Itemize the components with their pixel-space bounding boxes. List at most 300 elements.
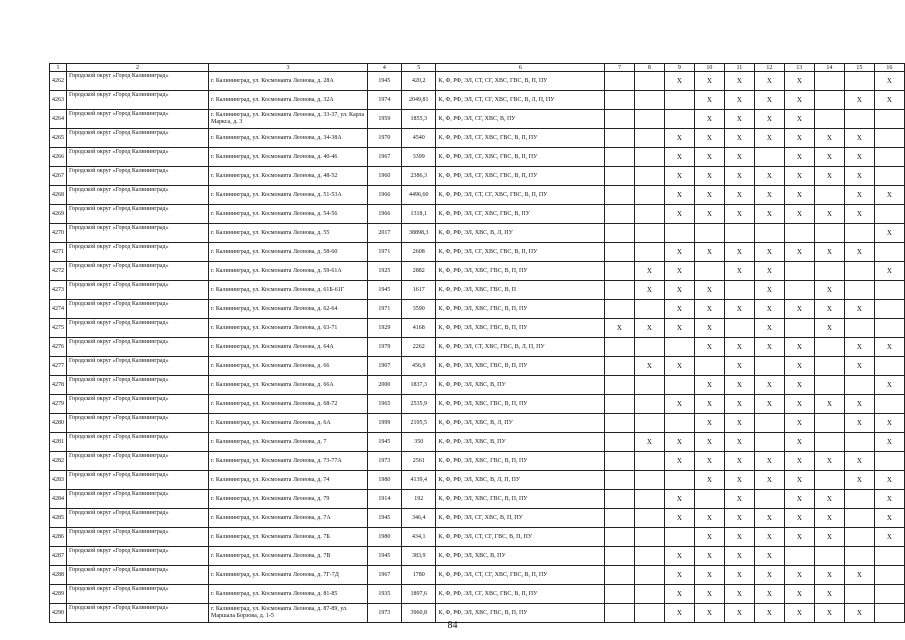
table-row: [50, 414, 905, 433]
mark-cell-col-11: X: [724, 547, 754, 566]
mark-cell-col-14: [814, 338, 844, 357]
municipality-cell: Городской округ «Город Калининград»: [67, 433, 209, 452]
area-cell: 1318,1: [401, 205, 435, 224]
mark-cell-col-13: X: [784, 72, 814, 91]
work-types-cell: К, Ф, РФ, ЭЛ, СГ, ХВС, ГВС, В, П, ПУ: [436, 129, 605, 148]
mark-cell-col-14: X: [814, 452, 844, 471]
mark-cell-col-15: X: [844, 91, 874, 110]
mark-cell-col-12: [754, 148, 784, 167]
area-cell: 2195,5: [401, 414, 435, 433]
mark-cell-col-8: [634, 471, 664, 490]
area-cell: 2608: [401, 243, 435, 262]
mark-cell-col-13: X: [784, 509, 814, 528]
address-cell: г. Калининград, ул. Космонавта Леонова, д. 59-61А: [209, 262, 368, 281]
mark-cell-col-13: X: [784, 300, 814, 319]
year-cell: 1960: [367, 167, 401, 186]
mark-cell-col-10: X: [694, 452, 724, 471]
address-cell: г. Калининград, ул. Космонавта Леонова, д. 7Г-7Д: [209, 566, 368, 585]
year-cell: 1914: [367, 490, 401, 509]
table-row: [50, 129, 905, 148]
table-row: [50, 566, 905, 585]
mark-cell-col-9: [664, 110, 694, 129]
work-types-cell: К, Ф, РФ, ЭЛ, ХВС, В, Л, ПУ: [436, 414, 605, 433]
address-cell: г. Калининград, ул. Космонавта Леонова, д. 55: [209, 224, 368, 243]
mark-cell-col-14: X: [814, 148, 844, 167]
row-number: 4272: [50, 262, 67, 281]
row-number: 4264: [50, 110, 67, 129]
mark-cell-col-7: [604, 376, 634, 395]
mark-cell-col-13: X: [784, 205, 814, 224]
mark-cell-col-14: X: [814, 243, 844, 262]
municipality-cell: Городской округ «Город Калининград»: [67, 186, 209, 205]
mark-cell-col-11: X: [724, 129, 754, 148]
column-header-4: 4: [367, 64, 401, 72]
mark-cell-col-14: X: [814, 319, 844, 338]
mark-cell-col-16: X: [874, 224, 904, 243]
year-cell: 1966: [367, 205, 401, 224]
mark-cell-col-8: [634, 72, 664, 91]
row-number: 4277: [50, 357, 67, 376]
table-row: [50, 262, 905, 281]
mark-cell-col-7: [604, 129, 634, 148]
area-cell: 3960,8: [401, 604, 435, 623]
mark-cell-col-15: X: [844, 186, 874, 205]
mark-cell-col-11: X: [724, 186, 754, 205]
mark-cell-col-12: X: [754, 110, 784, 129]
address-cell: г. Калининград, ул. Космонавта Леонова, д. 63-71: [209, 319, 368, 338]
table-row: [50, 585, 905, 604]
mark-cell-col-15: X: [844, 452, 874, 471]
mark-cell-col-10: X: [694, 395, 724, 414]
year-cell: 1945: [367, 72, 401, 91]
mark-cell-col-16: [874, 281, 904, 300]
table-row: [50, 452, 905, 471]
work-types-cell: К, Ф, РФ, ЭЛ, СТ, СГ, ГВС, В, П, ПУ: [436, 528, 605, 547]
mark-cell-col-8: X: [634, 357, 664, 376]
mark-cell-col-16: [874, 319, 904, 338]
mark-cell-col-9: X: [664, 452, 694, 471]
column-header-15: 15: [844, 64, 874, 72]
municipality-cell: Городской округ «Город Калининград»: [67, 300, 209, 319]
mark-cell-col-7: [604, 509, 634, 528]
mark-cell-col-16: X: [874, 414, 904, 433]
municipality-cell: Городской округ «Город Калининград»: [67, 395, 209, 414]
area-cell: 3399: [401, 148, 435, 167]
mark-cell-col-11: X: [724, 414, 754, 433]
mark-cell-col-16: [874, 243, 904, 262]
mark-cell-col-11: X: [724, 395, 754, 414]
mark-cell-col-13: X: [784, 528, 814, 547]
mark-cell-col-15: X: [844, 414, 874, 433]
mark-cell-col-7: [604, 490, 634, 509]
address-cell: г. Калининград, ул. Космонавта Леонова, д. 62-64: [209, 300, 368, 319]
table-row: [50, 72, 905, 91]
address-cell: г. Калининград, ул. Космонавта Леонова, д. 33-37, ул. Карла Маркса, д. 3: [209, 110, 368, 129]
mark-cell-col-13: X: [784, 452, 814, 471]
row-number: 4265: [50, 129, 67, 148]
mark-cell-col-9: X: [664, 433, 694, 452]
mark-cell-col-11: X: [724, 604, 754, 623]
row-number: 4270: [50, 224, 67, 243]
mark-cell-col-11: [724, 281, 754, 300]
mark-cell-col-16: X: [874, 433, 904, 452]
mark-cell-col-12: X: [754, 243, 784, 262]
address-cell: г. Калининград, ул. Космонавта Леонова, д. 68-72: [209, 395, 368, 414]
year-cell: 1970: [367, 129, 401, 148]
mark-cell-col-13: X: [784, 471, 814, 490]
mark-cell-col-7: [604, 262, 634, 281]
mark-cell-col-15: X: [844, 395, 874, 414]
mark-cell-col-9: X: [664, 604, 694, 623]
address-cell: г. Калининград, ул. Космонавта Леонова, д. 7Б: [209, 528, 368, 547]
mark-cell-col-7: [604, 281, 634, 300]
area-cell: 1780: [401, 566, 435, 585]
area-cell: 1855,3: [401, 110, 435, 129]
work-types-cell: К, Ф, РФ, ЭЛ, СГ, ХВС, ГВС, В, П, ПУ: [436, 585, 605, 604]
mark-cell-col-13: X: [784, 91, 814, 110]
mark-cell-col-7: [604, 452, 634, 471]
column-header-7: 7: [604, 64, 634, 72]
mark-cell-col-16: X: [874, 471, 904, 490]
area-cell: 3590: [401, 300, 435, 319]
mark-cell-col-15: X: [844, 243, 874, 262]
year-cell: 1935: [367, 585, 401, 604]
work-types-cell: К, Ф, РФ, ЭЛ, ХВС, В, ПУ: [436, 547, 605, 566]
mark-cell-col-12: X: [754, 395, 784, 414]
municipality-cell: Городской округ «Город Калининград»: [67, 281, 209, 300]
address-cell: г. Калининград, ул. Космонавта Леонова, д. 48-52: [209, 167, 368, 186]
row-number: 4280: [50, 414, 67, 433]
mark-cell-col-10: X: [694, 72, 724, 91]
area-cell: 192: [401, 490, 435, 509]
mark-cell-col-11: [724, 224, 754, 243]
mark-cell-col-16: [874, 300, 904, 319]
mark-cell-col-11: X: [724, 490, 754, 509]
mark-cell-col-16: [874, 205, 904, 224]
work-types-cell: К, Ф, РФ, ЭЛ, ХВС, ГВС, В, П, ПУ: [436, 319, 605, 338]
mark-cell-col-10: X: [694, 148, 724, 167]
mark-cell-col-11: X: [724, 471, 754, 490]
mark-cell-col-7: [604, 243, 634, 262]
mark-cell-col-10: [694, 224, 724, 243]
address-cell: г. Калининград, ул. Космонавта Леонова, д. 51-53А: [209, 186, 368, 205]
mark-cell-col-12: X: [754, 300, 784, 319]
municipality-cell: Городской округ «Город Калининград»: [67, 414, 209, 433]
row-number: 4275: [50, 319, 67, 338]
mark-cell-col-8: [634, 338, 664, 357]
work-types-cell: К, Ф, РФ, ЭЛ, СГ, ХВС, В, ПУ: [436, 110, 605, 129]
mark-cell-col-7: [604, 148, 634, 167]
address-cell: г. Калининград, ул. Космонавта Леонова, д. 7А: [209, 509, 368, 528]
mark-cell-col-9: X: [664, 300, 694, 319]
column-header-3: 3: [209, 64, 368, 72]
mark-cell-col-7: [604, 338, 634, 357]
work-types-cell: К, Ф, РФ, ЭЛ, СГ, ХВС, В, П, ПУ: [436, 509, 605, 528]
year-cell: 1980: [367, 528, 401, 547]
mark-cell-col-15: [844, 528, 874, 547]
year-cell: 1959: [367, 110, 401, 129]
mark-cell-col-8: [634, 91, 664, 110]
area-cell: 38898,3: [401, 224, 435, 243]
row-number: 4286: [50, 528, 67, 547]
mark-cell-col-16: [874, 566, 904, 585]
mark-cell-col-16: X: [874, 186, 904, 205]
mark-cell-col-8: [634, 395, 664, 414]
municipality-cell: Городской округ «Город Калининград»: [67, 224, 209, 243]
table-row: [50, 471, 905, 490]
mark-cell-col-16: X: [874, 528, 904, 547]
area-cell: 4496,60: [401, 186, 435, 205]
mark-cell-col-15: [844, 509, 874, 528]
address-cell: г. Калининград, ул. Космонавта Леонова, д. 74: [209, 471, 368, 490]
mark-cell-col-13: X: [784, 585, 814, 604]
mark-cell-col-14: [814, 547, 844, 566]
mark-cell-col-15: X: [844, 129, 874, 148]
municipality-cell: Городской округ «Город Калининград»: [67, 319, 209, 338]
mark-cell-col-14: X: [814, 395, 844, 414]
mark-cell-col-12: X: [754, 376, 784, 395]
table-row: [50, 110, 905, 129]
column-header-1: 1: [50, 64, 67, 72]
mark-cell-col-10: X: [694, 414, 724, 433]
mark-cell-col-15: X: [844, 357, 874, 376]
column-header-10: 10: [694, 64, 724, 72]
mark-cell-col-16: [874, 129, 904, 148]
row-number: 4289: [50, 585, 67, 604]
mark-cell-col-15: [844, 376, 874, 395]
year-cell: 2000: [367, 376, 401, 395]
mark-cell-col-14: X: [814, 205, 844, 224]
mark-cell-col-7: [604, 357, 634, 376]
address-cell: г. Калининград, ул. Космонавта Леонова, д. 87-89, ул. Маршала Борзова, д. 1-5: [209, 604, 368, 623]
mark-cell-col-14: X: [814, 167, 844, 186]
year-cell: 1967: [367, 148, 401, 167]
mark-cell-col-9: [664, 338, 694, 357]
mark-cell-col-10: [694, 262, 724, 281]
mark-cell-col-12: X: [754, 585, 784, 604]
table-row: [50, 224, 905, 243]
mark-cell-col-8: X: [634, 319, 664, 338]
year-cell: 1973: [367, 452, 401, 471]
row-number: 4288: [50, 566, 67, 585]
mark-cell-col-10: X: [694, 205, 724, 224]
municipality-cell: Городской округ «Город Калининград»: [67, 72, 209, 91]
mark-cell-col-13: X: [784, 110, 814, 129]
column-header-8: 8: [634, 64, 664, 72]
mark-cell-col-9: X: [664, 129, 694, 148]
area-cell: 2535,9: [401, 395, 435, 414]
mark-cell-col-13: X: [784, 243, 814, 262]
mark-cell-col-13: [784, 281, 814, 300]
mark-cell-col-14: [814, 110, 844, 129]
housing-register-table: [49, 63, 905, 623]
row-number: 4271: [50, 243, 67, 262]
work-types-cell: К, Ф, РФ, ЭЛ, ХВС, ГВС, В, П, ПУ: [436, 452, 605, 471]
mark-cell-col-10: X: [694, 528, 724, 547]
mark-cell-col-12: [754, 224, 784, 243]
mark-cell-col-7: [604, 414, 634, 433]
table-row: [50, 547, 905, 566]
mark-cell-col-9: [664, 471, 694, 490]
mark-cell-col-9: X: [664, 566, 694, 585]
area-cell: 350: [401, 433, 435, 452]
year-cell: 1966: [367, 186, 401, 205]
column-number-header: [50, 64, 905, 72]
mark-cell-col-15: [844, 224, 874, 243]
mark-cell-col-7: [604, 300, 634, 319]
column-header-6: 6: [436, 64, 605, 72]
mark-cell-col-9: X: [664, 585, 694, 604]
mark-cell-col-8: [634, 509, 664, 528]
mark-cell-col-9: X: [664, 395, 694, 414]
table-row: [50, 528, 905, 547]
year-cell: 1973: [367, 604, 401, 623]
work-types-cell: К, Ф, РФ, ЭЛ, ХВС, ГВС, В, П, ПУ: [436, 262, 605, 281]
mark-cell-col-9: X: [664, 509, 694, 528]
mark-cell-col-14: [814, 376, 844, 395]
municipality-cell: Городской округ «Город Калининград»: [67, 509, 209, 528]
municipality-cell: Городской округ «Город Калининград»: [67, 547, 209, 566]
work-types-cell: К, Ф, РФ, ЭЛ, ХВС, В, ПУ: [436, 433, 605, 452]
mark-cell-col-12: X: [754, 471, 784, 490]
mark-cell-col-11: X: [724, 110, 754, 129]
address-cell: г. Калининград, ул. Космонавта Леонова, д. 61Б-61Г: [209, 281, 368, 300]
mark-cell-col-14: X: [814, 509, 844, 528]
work-types-cell: К, Ф, РФ, ЭЛ, ХВС, ГВС, В, П: [436, 281, 605, 300]
mark-cell-col-13: [784, 262, 814, 281]
municipality-cell: Городской округ «Город Калининград»: [67, 91, 209, 110]
row-number: 4284: [50, 490, 67, 509]
address-cell: г. Калининград, ул. Космонавта Леонова, д. 66А: [209, 376, 368, 395]
table-row: [50, 281, 905, 300]
mark-cell-col-12: X: [754, 604, 784, 623]
address-cell: г. Калининград, ул. Космонавта Леонова, д. 81-85: [209, 585, 368, 604]
mark-cell-col-10: X: [694, 585, 724, 604]
mark-cell-col-16: X: [874, 72, 904, 91]
mark-cell-col-14: [814, 471, 844, 490]
work-types-cell: К, Ф, РФ, ЭЛ, ХВС, ГВС, В, П, ПУ: [436, 490, 605, 509]
mark-cell-col-8: [634, 300, 664, 319]
mark-cell-col-10: X: [694, 566, 724, 585]
mark-cell-col-14: [814, 414, 844, 433]
municipality-cell: Городской округ «Город Калининград»: [67, 452, 209, 471]
row-number: 4273: [50, 281, 67, 300]
mark-cell-col-10: X: [694, 471, 724, 490]
mark-cell-col-12: X: [754, 509, 784, 528]
work-types-cell: К, Ф, РФ, ЭЛ, ХВС, ГВС, В, П, ПУ: [436, 604, 605, 623]
mark-cell-col-8: [634, 148, 664, 167]
work-types-cell: К, Ф, РФ, ЭЛ, СТ, ХВС, ГВС, В, Л, П, ПУ: [436, 338, 605, 357]
area-cell: 346,4: [401, 509, 435, 528]
mark-cell-col-11: X: [724, 528, 754, 547]
mark-cell-col-15: X: [844, 300, 874, 319]
mark-cell-col-11: X: [724, 452, 754, 471]
mark-cell-col-9: X: [664, 72, 694, 91]
mark-cell-col-11: X: [724, 205, 754, 224]
mark-cell-col-8: [634, 490, 664, 509]
mark-cell-col-11: X: [724, 91, 754, 110]
mark-cell-col-14: [814, 72, 844, 91]
address-cell: г. Калининград, ул. Космонавта Леонова, д. 66: [209, 357, 368, 376]
municipality-cell: Городской округ «Город Калининград»: [67, 376, 209, 395]
mark-cell-col-8: [634, 129, 664, 148]
mark-cell-col-16: X: [874, 509, 904, 528]
mark-cell-col-12: X: [754, 338, 784, 357]
municipality-cell: Городской округ «Город Калининград»: [67, 205, 209, 224]
mark-cell-col-8: [634, 205, 664, 224]
work-types-cell: К, Ф, РФ, ЭЛ, ХВС, ГВС, В, П, ПУ: [436, 300, 605, 319]
mark-cell-col-15: [844, 433, 874, 452]
mark-cell-col-7: X: [604, 319, 634, 338]
mark-cell-col-15: X: [844, 148, 874, 167]
year-cell: 1980: [367, 471, 401, 490]
mark-cell-col-16: [874, 357, 904, 376]
mark-cell-col-12: X: [754, 566, 784, 585]
mark-cell-col-9: X: [664, 148, 694, 167]
mark-cell-col-12: X: [754, 186, 784, 205]
work-types-cell: К, Ф, РФ, ЭЛ, СГ, ХВС, ГВС, В, П, ПУ: [436, 148, 605, 167]
mark-cell-col-11: X: [724, 585, 754, 604]
table-row: [50, 357, 905, 376]
mark-cell-col-16: [874, 452, 904, 471]
mark-cell-col-14: X: [814, 490, 844, 509]
mark-cell-col-7: [604, 585, 634, 604]
mark-cell-col-9: X: [664, 547, 694, 566]
municipality-cell: Городской округ «Город Калининград»: [67, 357, 209, 376]
year-cell: 1999: [367, 414, 401, 433]
area-cell: 2386,3: [401, 167, 435, 186]
mark-cell-col-7: [604, 72, 634, 91]
mark-cell-col-16: X: [874, 376, 904, 395]
mark-cell-col-13: X: [784, 338, 814, 357]
area-cell: 1897,6: [401, 585, 435, 604]
mark-cell-col-14: X: [814, 300, 844, 319]
mark-cell-col-16: X: [874, 490, 904, 509]
mark-cell-col-14: X: [814, 566, 844, 585]
column-header-13: 13: [784, 64, 814, 72]
mark-cell-col-8: [634, 452, 664, 471]
area-cell: 4168: [401, 319, 435, 338]
mark-cell-col-14: [814, 224, 844, 243]
municipality-cell: Городской округ «Город Калининград»: [67, 262, 209, 281]
mark-cell-col-8: [634, 376, 664, 395]
mark-cell-col-13: X: [784, 433, 814, 452]
mark-cell-col-7: [604, 471, 634, 490]
area-cell: 4540: [401, 129, 435, 148]
row-number: 4290: [50, 604, 67, 623]
mark-cell-col-10: X: [694, 604, 724, 623]
table-row: [50, 319, 905, 338]
mark-cell-col-11: X: [724, 357, 754, 376]
mark-cell-col-16: [874, 148, 904, 167]
mark-cell-col-15: [844, 262, 874, 281]
municipality-cell: Городской округ «Город Калининград»: [67, 110, 209, 129]
municipality-cell: Городской округ «Город Калининград»: [67, 148, 209, 167]
mark-cell-col-11: X: [724, 376, 754, 395]
area-cell: 434,1: [401, 528, 435, 547]
row-number: 4274: [50, 300, 67, 319]
column-header-5: 5: [401, 64, 435, 72]
mark-cell-col-7: [604, 167, 634, 186]
mark-cell-col-15: [844, 72, 874, 91]
year-cell: 1945: [367, 281, 401, 300]
municipality-cell: Городской округ «Город Калининград»: [67, 585, 209, 604]
table-row: [50, 243, 905, 262]
mark-cell-col-11: X: [724, 148, 754, 167]
year-cell: 1971: [367, 243, 401, 262]
table-row: [50, 167, 905, 186]
mark-cell-col-13: X: [784, 186, 814, 205]
